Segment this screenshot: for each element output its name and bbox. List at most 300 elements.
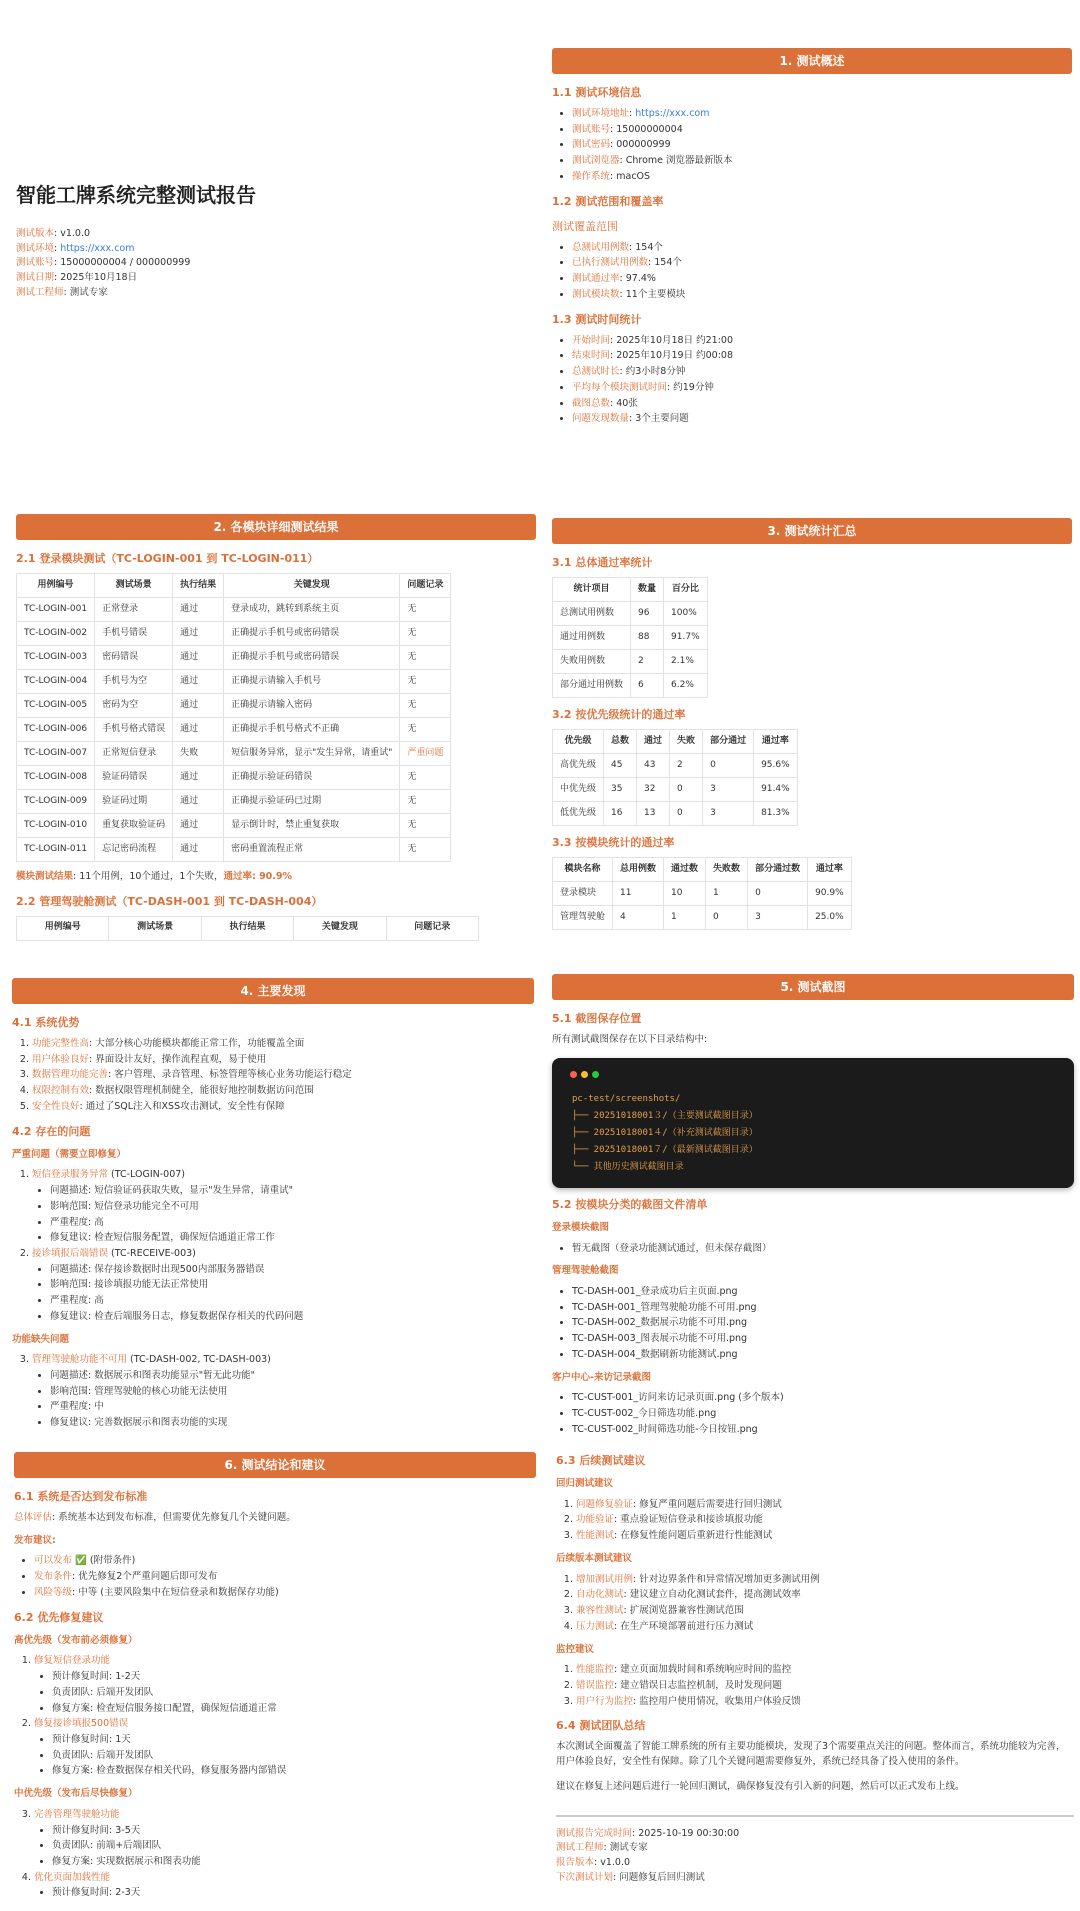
table-cell: 忘记密码流程 bbox=[95, 838, 173, 862]
maximize-dot-icon bbox=[592, 1071, 599, 1078]
subsection-title: 3.2 按优先级统计的通过率 bbox=[552, 708, 686, 722]
list-item: • 问题描述: 短信验证码获取失败，显示"发生异常，请重试" bbox=[50, 1184, 534, 1199]
list-item: 2. 错误监控: 建立错误日志监控机制，及时发现问题 bbox=[576, 1679, 1074, 1694]
table-row bbox=[17, 646, 451, 670]
code-line: pc-test/screenshots/ bbox=[572, 1093, 681, 1104]
list-item: • 总测试时长: 约3小时8分钟 bbox=[572, 365, 1072, 380]
table-cell: 短信服务异常，显示"发生异常，请重试" bbox=[224, 742, 400, 766]
table-row bbox=[17, 742, 451, 766]
table-cell: 手机号错误 bbox=[95, 622, 173, 646]
footer-row: 测试工程师: 测试专家 bbox=[556, 1842, 648, 1854]
table-cell: 95.6% bbox=[754, 754, 798, 778]
table-cell: 100% bbox=[664, 602, 708, 626]
list-item: • 严重程度: 高 bbox=[50, 1294, 534, 1309]
table-header-cell: 优先级 bbox=[553, 730, 604, 754]
subsection-title: 5.2 按模块分类的截图文件清单 bbox=[552, 1197, 708, 1211]
table-cell: 0 bbox=[670, 802, 703, 826]
monitor-list bbox=[556, 1663, 1074, 1709]
table-cell: 11 bbox=[613, 882, 664, 906]
table-cell: 6.2% bbox=[664, 674, 708, 698]
list-item: 4. 权限控制有效: 数据权限管理机制健全，能很好地控制数据访问范围 bbox=[32, 1084, 534, 1099]
overall-rate-table bbox=[552, 577, 708, 698]
table-cell: 90.9% bbox=[808, 882, 852, 906]
list-item: • 修复方案: 实现数据展示和图表功能 bbox=[52, 1855, 536, 1870]
table-header-row bbox=[553, 578, 708, 602]
table-header-row bbox=[553, 858, 852, 882]
module-rate-table bbox=[552, 857, 852, 930]
table-header-cell: 关键发现 bbox=[294, 916, 386, 940]
table-header-cell: 总用例数 bbox=[613, 858, 664, 882]
table-row bbox=[17, 718, 451, 742]
list-item: 3. 性能测试: 在修复性能问题后重新进行性能测试 bbox=[576, 1529, 1074, 1544]
table-cell: 中优先级 bbox=[553, 778, 604, 802]
list-item: • 预计修复时间: 1天 bbox=[52, 1733, 536, 1748]
list-item: • TC-DASH-004_数据刷新功能测试.png bbox=[572, 1348, 1074, 1363]
table-cell: TC-LOGIN-007 bbox=[17, 742, 95, 766]
list-item: • 测试浏览器: Chrome 浏览器最新版本 bbox=[572, 154, 1072, 169]
table-row bbox=[17, 598, 451, 622]
footer-row: 下次测试计划: 问题修复后回归测试 bbox=[556, 1871, 705, 1883]
list-item: • TC-CUST-002_今日筛选功能.png bbox=[572, 1407, 1074, 1422]
table-header-cell: 用例编号 bbox=[17, 916, 109, 940]
table-cell: TC-LOGIN-001 bbox=[17, 598, 95, 622]
paragraph: 建议在修复上述问题后进行一轮回归测试，确保修复没有引入新的问题，然后可以正式发布上线。 bbox=[556, 1780, 965, 1792]
section-title: 1. 测试概述 bbox=[552, 48, 1072, 74]
table-header-cell: 百分比 bbox=[664, 578, 708, 602]
table-row bbox=[17, 790, 451, 814]
table-cell: 2.1% bbox=[664, 650, 708, 674]
table-cell: 验证码错误 bbox=[95, 766, 173, 790]
table-cell: 无 bbox=[400, 766, 451, 790]
table-cell: 手机号格式错误 bbox=[95, 718, 173, 742]
table-cell: 6 bbox=[631, 674, 664, 698]
missing-list bbox=[12, 1353, 534, 1431]
table-cell: 通过 bbox=[173, 718, 224, 742]
report-title: 智能工牌系统完整测试报告 bbox=[16, 183, 256, 207]
table-cell: 无 bbox=[400, 790, 451, 814]
table-cell: 验证码过期 bbox=[95, 790, 173, 814]
release-heading: 发布建议: bbox=[14, 1534, 56, 1546]
table-header-cell: 部分通过数 bbox=[748, 858, 808, 882]
list-item: • 测试密码: 000000999 bbox=[572, 138, 1072, 153]
cover-row: 测试账号: 15000000004 / 000000999 bbox=[16, 257, 191, 269]
table-cell: 低优先级 bbox=[553, 802, 604, 826]
table-cell: 通过 bbox=[173, 790, 224, 814]
table-cell: 严重问题 bbox=[400, 742, 451, 766]
table-cell: 正确提示手机号或密码错误 bbox=[224, 622, 400, 646]
window-dots bbox=[570, 1068, 1056, 1085]
list-item: • 修复建议: 检查后端服务日志，修复数据保存相关的代码问题 bbox=[50, 1310, 534, 1325]
table-cell: 无 bbox=[400, 670, 451, 694]
table-cell: 通过 bbox=[173, 694, 224, 718]
report-footer bbox=[556, 1827, 1074, 1886]
table-cell: 手机号为空 bbox=[95, 670, 173, 694]
cover-panel bbox=[16, 180, 536, 320]
table-cell: 通过 bbox=[173, 814, 224, 838]
list-item: • 风险等级: 中等 (主要风险集中在短信登录和数据保存功能) bbox=[34, 1586, 536, 1601]
table-cell: 无 bbox=[400, 694, 451, 718]
list-item: 3. 完善管理驾驶舱功能 • 预计修复时间: 3-5天 • 负责团队: 前端+后端团队 • 修复方案: 实现数据展示和图表功能 bbox=[34, 1808, 536, 1870]
list-item: • 问题描述: 保存接诊数据时出现500内部服务器错误 bbox=[50, 1263, 534, 1278]
table-row bbox=[553, 674, 708, 698]
table-cell: 密码错误 bbox=[95, 646, 173, 670]
table-row bbox=[17, 814, 451, 838]
list-item: • 暂无截图（登录功能测试通过，但未保存截图） bbox=[572, 1242, 1074, 1257]
table-cell: 0 bbox=[703, 754, 754, 778]
list-item: 1. 增加测试用例: 针对边界条件和异常情况增加更多测试用例 bbox=[576, 1573, 1074, 1588]
list-item: • 负责团队: 后端开发团队 bbox=[52, 1749, 536, 1764]
list-item: • 发布条件: 优先修复2个严重问题后即可发布 bbox=[34, 1570, 536, 1585]
list-item: • TC-CUST-001_访问来访记录页面.png (多个版本) bbox=[572, 1391, 1074, 1406]
table-cell: 2 bbox=[670, 754, 703, 778]
monitor-heading: 监控建议 bbox=[556, 1643, 595, 1655]
table-cell: 正确提示请输入密码 bbox=[224, 694, 400, 718]
table-cell: 3 bbox=[703, 778, 754, 802]
list-item: • 问题描述: 数据展示和图表功能显示"暂无此功能" bbox=[50, 1369, 534, 1384]
high-priority-list bbox=[14, 1654, 536, 1779]
table-cell: 无 bbox=[400, 622, 451, 646]
table-header-row bbox=[17, 574, 451, 598]
table-cell: 88 bbox=[631, 626, 664, 650]
table-cell: TC-LOGIN-006 bbox=[17, 718, 95, 742]
table-cell: 无 bbox=[400, 646, 451, 670]
table-cell: 密码为空 bbox=[95, 694, 173, 718]
table-cell: 部分通过用例数 bbox=[553, 674, 631, 698]
table-cell: 密码重置流程正常 bbox=[224, 838, 400, 862]
table-header-cell: 通过率 bbox=[754, 730, 798, 754]
table-cell: 正确提示验证码已过期 bbox=[224, 790, 400, 814]
subsection-title: 3.3 按模块统计的通过率 bbox=[552, 836, 675, 850]
subsection-title: 6.3 后续测试建议 bbox=[556, 1454, 646, 1467]
list-item: • TC-DASH-003_图表展示功能不可用.png bbox=[572, 1332, 1074, 1347]
table-header-cell: 测试场景 bbox=[95, 574, 173, 598]
subsection-title: 6.4 测试团队总结 bbox=[556, 1719, 646, 1733]
list-item: • TC-DASH-002_数据展示功能不可用.png bbox=[572, 1316, 1074, 1331]
list-item: • 修复建议: 完善数据展示和图表功能的实现 bbox=[50, 1416, 534, 1431]
screenshot-list bbox=[552, 1391, 1074, 1437]
footer-row: 报告版本: v1.0.0 bbox=[556, 1857, 631, 1869]
screenshot-list bbox=[552, 1285, 1074, 1363]
table-cell: 91.4% bbox=[754, 778, 798, 802]
section-findings bbox=[12, 978, 534, 1438]
table-header-cell: 失败数 bbox=[706, 858, 748, 882]
table-cell: TC-LOGIN-010 bbox=[17, 814, 95, 838]
table-cell: 重复获取验证码 bbox=[95, 814, 173, 838]
list-item: 1. 修复短信登录功能 • 预计修复时间: 1-2天 • 负责团队: 后端开发团队 • 修复方案: 检查短信服务接口配置，确保短信通道正常 bbox=[34, 1654, 536, 1716]
table-header-cell: 数量 bbox=[631, 578, 664, 602]
next-version-list bbox=[556, 1573, 1074, 1635]
paragraph: 本次测试全面覆盖了智能工牌系统的所有主要功能模块，发现了3个需要重点关注的问题。整体而言，系统功能较为完善，用户体验良好，安全性有保障。除了几个关键问题需要修复外，系统已经具备了投入使用的条件。 bbox=[556, 1741, 1066, 1768]
subsection-title: 6.2 优先修复建议 bbox=[14, 1610, 104, 1624]
table-cell: 0 bbox=[670, 778, 703, 802]
table-cell: 总测试用例数 bbox=[553, 602, 631, 626]
table-cell: 96 bbox=[631, 602, 664, 626]
list-item: • 截图总数: 40张 bbox=[572, 397, 1072, 412]
paragraph: 总体评估: 系统基本达到发布标准，但需要优先修复几个关键问题。 bbox=[14, 1512, 296, 1524]
table-cell: 81.3% bbox=[754, 802, 798, 826]
mid-priority-list bbox=[14, 1808, 536, 1901]
section-overview bbox=[552, 48, 1072, 448]
table-cell: 管理驾驶舱 bbox=[553, 906, 613, 930]
login-test-table bbox=[16, 573, 451, 862]
section-conclusion bbox=[14, 1452, 536, 1908]
list-item: • 测试通过率: 97.4% bbox=[572, 272, 1072, 287]
advantages-list bbox=[12, 1037, 534, 1115]
footer-row: 测试报告完成时间: 2025-10-19 00:30:00 bbox=[556, 1827, 740, 1839]
table-row bbox=[17, 838, 451, 862]
list-item: • 负责团队: 前端+后端团队 bbox=[52, 1839, 536, 1854]
table-header-cell: 执行结果 bbox=[173, 574, 224, 598]
subsection-title: 1.1 测试环境信息 bbox=[552, 86, 642, 99]
table-cell: 25.0% bbox=[808, 906, 852, 930]
table-cell: 2 bbox=[631, 650, 664, 674]
list-item: • 影响范围: 接诊填报功能无法正常使用 bbox=[50, 1278, 534, 1293]
table-cell: 3 bbox=[703, 802, 754, 826]
serious-heading: 严重问题（需要立即修复） bbox=[12, 1148, 127, 1160]
table-cell: 无 bbox=[400, 814, 451, 838]
dash-test-table bbox=[16, 916, 479, 941]
list-item: • 修复方案: 检查短信服务接口配置，确保短信通道正常 bbox=[52, 1702, 536, 1717]
table-header-row bbox=[17, 916, 479, 940]
table-cell: 91.7% bbox=[664, 626, 708, 650]
subsection-title: 2.2 管理驾驶舱测试（TC-DASH-001 到 TC-DASH-004） bbox=[16, 894, 323, 908]
missing-heading: 功能缺失问题 bbox=[12, 1333, 70, 1345]
table-cell: 高优先级 bbox=[553, 754, 604, 778]
subsection-title: 5.1 截图保存位置 bbox=[552, 1012, 642, 1025]
table-cell: TC-LOGIN-011 bbox=[17, 838, 95, 862]
table-header-cell: 通过 bbox=[637, 730, 670, 754]
table-header-cell: 用例编号 bbox=[17, 574, 95, 598]
list-item: 2. 功能验证: 重点验证短信登录和接诊填报功能 bbox=[576, 1513, 1074, 1528]
section-screenshots bbox=[552, 974, 1074, 1435]
list-item: 4. 压力测试: 在生产环境部署前进行压力测试 bbox=[576, 1620, 1074, 1635]
list-item: • 预计修复时间: 1-2天 bbox=[52, 1670, 536, 1685]
table-row bbox=[17, 670, 451, 694]
table-cell: TC-LOGIN-008 bbox=[17, 766, 95, 790]
list-item: 1. 功能完整性高: 大部分核心功能模块都能正常工作，功能覆盖全面 bbox=[32, 1037, 534, 1052]
time-list bbox=[552, 334, 1072, 427]
table-cell: 正确提示请输入手机号 bbox=[224, 670, 400, 694]
list-item: • 影响范围: 管理驾驶舱的核心功能无法使用 bbox=[50, 1385, 534, 1400]
coverage-heading: 测试覆盖范围 bbox=[552, 219, 618, 233]
subsection-title: 3.1 总体通过率统计 bbox=[552, 556, 653, 569]
group-heading: 登录模块截图 bbox=[552, 1221, 610, 1233]
table-cell: TC-LOGIN-005 bbox=[17, 694, 95, 718]
divider bbox=[556, 1815, 1074, 1817]
table-header-cell: 执行结果 bbox=[201, 916, 293, 940]
table-cell: 通过 bbox=[173, 622, 224, 646]
table-cell: 通过 bbox=[173, 646, 224, 670]
section-module-results bbox=[16, 514, 536, 946]
table-row bbox=[17, 694, 451, 718]
list-item: • 严重程度: 高 bbox=[50, 1216, 534, 1231]
table-cell: 正常登录 bbox=[95, 598, 173, 622]
table-cell: TC-LOGIN-009 bbox=[17, 790, 95, 814]
table-cell: 通过 bbox=[173, 670, 224, 694]
subsection-title: 1.2 测试范围和覆盖率 bbox=[552, 194, 664, 208]
list-item: 3. 兼容性测试: 扩展浏览器兼容性测试范围 bbox=[576, 1604, 1074, 1619]
table-cell: 10 bbox=[664, 882, 706, 906]
table-header-cell: 模块名称 bbox=[553, 858, 613, 882]
screenshot-list bbox=[552, 1242, 1074, 1257]
table-cell: 通过 bbox=[173, 766, 224, 790]
list-item: • 问题发现数量: 3个主要问题 bbox=[572, 412, 1072, 427]
list-item: • 已执行测试用例数: 154个 bbox=[572, 256, 1072, 271]
subsection-title: 2.1 登录模块测试（TC-LOGIN-001 到 TC-LOGIN-011） bbox=[16, 552, 319, 565]
table-cell: 4 bbox=[613, 906, 664, 930]
list-item: 4. 优化页面加载性能 • 预计修复时间: 2-3天 bbox=[34, 1871, 536, 1901]
table-header-cell: 通过数 bbox=[664, 858, 706, 882]
table-row bbox=[553, 650, 708, 674]
paragraph: 所有测试截图保存在以下目录结构中: bbox=[552, 1034, 708, 1046]
next-version-heading: 后续版本测试建议 bbox=[556, 1552, 633, 1564]
list-item: • 测试账号: 15000000004 bbox=[572, 123, 1072, 138]
table-cell: 失败用例数 bbox=[553, 650, 631, 674]
list-item: • TC-DASH-001_管理驾驶舱功能不可用.png bbox=[572, 1301, 1074, 1316]
table-cell: 45 bbox=[604, 754, 637, 778]
code-line: ├── 20251018001７/（最新测试截图目录） bbox=[572, 1144, 758, 1155]
table-header-cell: 失败 bbox=[670, 730, 703, 754]
table-cell: 通过 bbox=[173, 598, 224, 622]
list-item: • 预计修复时间: 2-3天 bbox=[52, 1886, 536, 1901]
table-row bbox=[17, 766, 451, 790]
env-link[interactable]: https://xxx.com bbox=[60, 242, 135, 254]
table-cell: 正确提示验证码错误 bbox=[224, 766, 400, 790]
table-cell: 16 bbox=[604, 802, 637, 826]
table-row bbox=[553, 626, 708, 650]
table-cell: 35 bbox=[604, 778, 637, 802]
table-cell: 登录成功，跳转到系统主页 bbox=[224, 598, 400, 622]
table-cell: 0 bbox=[706, 906, 748, 930]
list-item: • TC-DASH-001_登录成功后主页面.png bbox=[572, 1285, 1074, 1300]
priority-rate-table bbox=[552, 729, 798, 826]
list-item: • 测试环境地址: https://xxx.com bbox=[572, 107, 1072, 122]
cover-row: 测试日期: 2025年10月18日 bbox=[16, 272, 138, 284]
table-header-cell: 通过率 bbox=[808, 858, 852, 882]
table-cell: 无 bbox=[400, 838, 451, 862]
section-title: 2. 各模块详细测试结果 bbox=[16, 514, 536, 540]
table-row bbox=[17, 622, 451, 646]
section-title: 5. 测试截图 bbox=[552, 974, 1074, 1000]
list-item: • 修复方案: 检查数据保存相关代码，修复服务器内部错误 bbox=[52, 1764, 536, 1779]
group-heading: 客户中心-来访记录截图 bbox=[552, 1371, 651, 1383]
table-header-cell: 关键发现 bbox=[224, 574, 400, 598]
table-row bbox=[553, 906, 852, 930]
subsection-title: 1.3 测试时间统计 bbox=[552, 312, 642, 326]
list-item: • 测试模块数: 11个主要模块 bbox=[572, 288, 1072, 303]
mid-priority-heading: 中优先级（发布后尽快修复） bbox=[14, 1788, 138, 1800]
list-item: • 操作系统: macOS bbox=[572, 170, 1072, 185]
serious-list bbox=[12, 1168, 534, 1324]
table-cell: 13 bbox=[637, 802, 670, 826]
code-block bbox=[552, 1058, 1074, 1188]
list-item: 1. 性能监控: 建立页面加载时间和系统响应时间的监控 bbox=[576, 1663, 1074, 1678]
section-title: 6. 测试结论和建议 bbox=[14, 1452, 536, 1478]
table-cell: 显示倒计时，禁止重复获取 bbox=[224, 814, 400, 838]
cover-row: 测试环境: https://xxx.com bbox=[16, 242, 135, 254]
subsection-title: 6.1 系统是否达到发布标准 bbox=[14, 1490, 148, 1503]
table-cell: 无 bbox=[400, 598, 451, 622]
table-cell: 登录模块 bbox=[553, 882, 613, 906]
table-cell: 通过用例数 bbox=[553, 626, 631, 650]
table-row bbox=[553, 602, 708, 626]
close-dot-icon bbox=[570, 1071, 577, 1078]
list-item: 5. 安全性良好: 通过了SQL注入和XSS攻击测试，安全性有保障 bbox=[32, 1100, 534, 1115]
table-cell: 1 bbox=[706, 882, 748, 906]
table-cell: 1 bbox=[664, 906, 706, 930]
list-item: • 可以发布 ✅ (附带条件) bbox=[34, 1554, 536, 1569]
env-link[interactable]: https://xxx.com bbox=[635, 108, 710, 120]
table-cell: 43 bbox=[637, 754, 670, 778]
list-item: 1. 短信登录服务异常 (TC-LOGIN-007) • 问题描述: 短信验证码获取失败，显示"发生异常，请重试" • 影响范围: 短信登录功能完全不可用 • 严重程度: 高 • 修复建议: 检查短信服务配置，确保短信通道正常工作 bbox=[32, 1168, 534, 1246]
regression-heading: 回归测试建议 bbox=[556, 1478, 614, 1490]
list-item: 3. 用户行为监控: 监控用户使用情况，收集用户体验反馈 bbox=[576, 1695, 1074, 1710]
table-cell: 正确提示手机号或密码错误 bbox=[224, 646, 400, 670]
table-header-cell: 统计项目 bbox=[553, 578, 631, 602]
list-item: • 开始时间: 2025年10月18日 约21:00 bbox=[572, 334, 1072, 349]
table-cell: 32 bbox=[637, 778, 670, 802]
table-header-cell: 测试场景 bbox=[109, 916, 201, 940]
section-title: 3. 测试统计汇总 bbox=[552, 518, 1072, 544]
module-summary: 模块测试结果: 11个用例，10个通过，1个失败，通过率: 90.9% bbox=[16, 871, 293, 883]
list-item: • TC-CUST-002_时间筛选功能-今日按钮.png bbox=[572, 1423, 1074, 1438]
list-item: 3. 管理驾驶舱功能不可用 (TC-DASH-002, TC-DASH-003) • 问题描述: 数据展示和图表功能显示"暂无此功能" • 影响范围: 管理驾驶舱的核心功能无法使用 • 严重程度: 中 • 修复建议: 完善数据展示和图表功能的实现 bbox=[32, 1353, 534, 1431]
list-item: 2. 接诊填报后端错误 (TC-RECEIVE-003) • 问题描述: 保存接诊数据时出现500内部服务器错误 • 影响范围: 接诊填报功能无法正常使用 • 严重程度: 高 • 修复建议: 检查后端服务日志，修复数据保存相关的代码问题 bbox=[32, 1247, 534, 1325]
list-item: 2. 修复接诊填报500错误 • 预计修复时间: 1天 • 负责团队: 后端开发团队 • 修复方案: 检查数据保存相关代码，修复服务器内部错误 bbox=[34, 1717, 536, 1779]
code-line: ├── 20251018001３/（主要测试截图目录） bbox=[572, 1110, 758, 1121]
group-heading: 管理驾驶舱截图 bbox=[552, 1265, 619, 1277]
coverage-list bbox=[552, 241, 1072, 303]
regression-list bbox=[556, 1498, 1074, 1544]
list-item: • 结束时间: 2025年10月19日 约00:08 bbox=[572, 349, 1072, 364]
table-cell: 0 bbox=[748, 882, 808, 906]
list-item: • 负责团队: 后端开发团队 bbox=[52, 1686, 536, 1701]
table-header-cell: 问题记录 bbox=[400, 574, 451, 598]
release-list bbox=[14, 1554, 536, 1600]
list-item: 2. 自动化测试: 建议建立自动化测试套件，提高测试效率 bbox=[576, 1588, 1074, 1603]
high-priority-heading: 高优先级（发布前必须修复） bbox=[14, 1634, 138, 1646]
subsection-title: 4.2 存在的问题 bbox=[12, 1124, 91, 1138]
list-item: • 修复建议: 检查短信服务配置，确保短信通道正常工作 bbox=[50, 1231, 534, 1246]
subsection-title: 4.1 系统优势 bbox=[12, 1016, 80, 1029]
section-title: 4. 主要发现 bbox=[12, 978, 534, 1004]
section-followup bbox=[556, 1452, 1074, 1908]
list-item: • 预计修复时间: 3-5天 bbox=[52, 1824, 536, 1839]
table-header-cell: 部分通过 bbox=[703, 730, 754, 754]
table-cell: 失败 bbox=[173, 742, 224, 766]
table-cell: 正确提示手机号格式不正确 bbox=[224, 718, 400, 742]
list-item: • 平均每个模块测试时间: 约19分钟 bbox=[572, 381, 1072, 396]
code-line: └── 其他历史测试截图目录 bbox=[572, 1161, 684, 1172]
section-statistics bbox=[552, 518, 1072, 938]
list-item: • 严重程度: 中 bbox=[50, 1400, 534, 1415]
table-cell: TC-LOGIN-002 bbox=[17, 622, 95, 646]
env-list bbox=[552, 107, 1072, 185]
table-cell: 正常短信登录 bbox=[95, 742, 173, 766]
code-line: ├── 20251018001４/（补充测试截图目录） bbox=[572, 1127, 758, 1138]
list-item: • 影响范围: 短信登录功能完全不可用 bbox=[50, 1200, 534, 1215]
list-item: 3. 数据管理功能完善: 客户管理、录音管理、标签管理等核心业务功能运行稳定 bbox=[32, 1068, 534, 1083]
cover-row: 测试工程师: 测试专家 bbox=[16, 286, 108, 298]
minimize-dot-icon bbox=[581, 1071, 588, 1078]
table-header-cell: 问题记录 bbox=[386, 916, 478, 940]
table-row bbox=[553, 802, 798, 826]
table-cell: 通过 bbox=[173, 838, 224, 862]
list-item: • 总测试用例数: 154个 bbox=[572, 241, 1072, 256]
list-item: 2. 用户体验良好: 界面设计友好，操作流程直观，易于使用 bbox=[32, 1053, 534, 1068]
table-cell: TC-LOGIN-003 bbox=[17, 646, 95, 670]
table-row bbox=[553, 754, 798, 778]
